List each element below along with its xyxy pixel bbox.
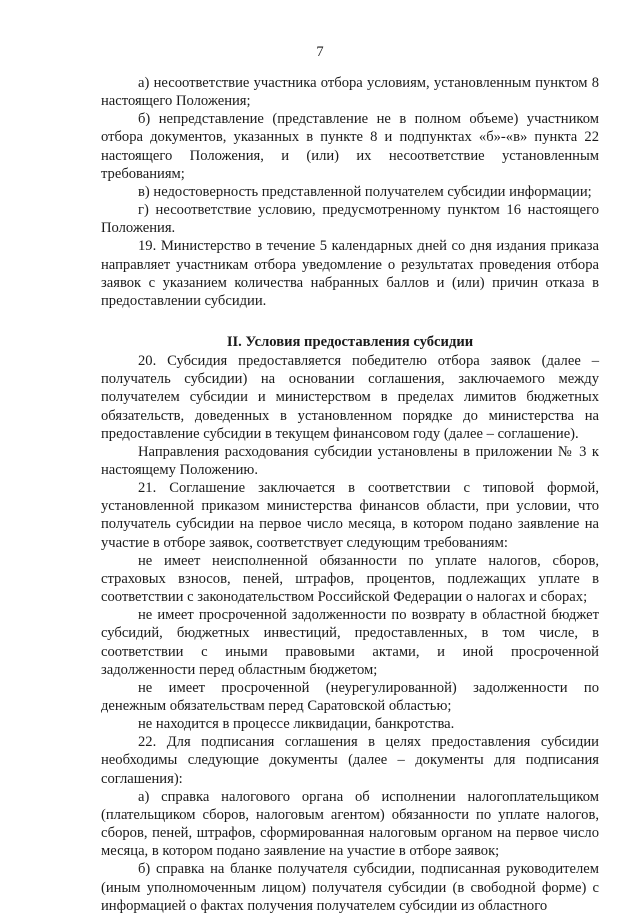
document-body bbox=[101, 74, 599, 915]
paragraph-item-b: б) непредставление (представление не в полном объеме) участником отбора документов, указанных в пункте 8 и подпунктах «б»-«в» пункта 22 настоящего Положения, и (или) их несоответствие установленным требованиям; bbox=[101, 111, 599, 182]
requirement-no-liquidation: не находится в процессе ликвидации, банкротства. bbox=[138, 716, 455, 733]
paragraph-22-item-b: б) справка на бланке получателя субсидии, подписанная руководителем (иным уполномоченным лицом) получателя субсидии (в свободной форме) с информацией о фактах получения получателем субсидии из областного bbox=[101, 861, 599, 914]
section-heading: II. Условия предоставления субсидии bbox=[226, 334, 474, 351]
paragraph-21: 21. Соглашение заключается в соответствии с типовой формой, установленной приказом министерства финансов области, при условии, что получатель субсидии на первое число месяца, в котором подано заявление на участие в отборе заявок, соответствует следующим требованиям: bbox=[101, 480, 599, 551]
requirement-region-obligations: не имеет просроченной (неурегулированной) задолженности по денежным обязательствам перед Саратовской областью; bbox=[101, 679, 599, 714]
paragraph-item-g: г) несоответствие условию, предусмотренному пунктом 16 настоящего Положения. bbox=[101, 202, 599, 237]
requirement-budget-debt: не имеет просроченной задолженности по возврату в областной бюджет субсидий, бюджетных инвестиций, предоставленных, в том числе, в соответствии с иными правовыми актами, и иной просроченной задолженности перед областным бюджетом; bbox=[101, 607, 599, 678]
page-number: 7 bbox=[316, 44, 324, 60]
paragraph-item-a: а) несоответствие участника отбора условиям, установленным пунктом 8 настоящего Положения; bbox=[101, 75, 599, 110]
paragraph-22-item-a: а) справка налогового органа об исполнении налогоплательщиком (плательщиком сборов, налоговым агентом) обязанности по уплате налогов, сборов, пеней, штрафов, сформированная налоговым органом на первое число месяца, в котором подано заявление на участие в отборе заявок; bbox=[101, 788, 599, 860]
paragraph-22: 22. Для подписания соглашения в целях предоставления субсидии необходимы следующие документы (далее – документы для подписания соглашения): bbox=[101, 734, 599, 787]
requirement-taxes: не имеет неисполненной обязанности по уплате налогов, сборов, страховых взносов, пеней, штрафов, процентов, подлежащих уплате в соответствии с законодательством Российской Федерации о налогах и сборах; bbox=[101, 552, 599, 606]
paragraph-19: 19. Министерство в течение 5 календарных дней со дня издания приказа направляет участникам отбора уведомление о результатах проведения отбора заявок с указанием количества набранных баллов и (или) причин отказа в предоставлении субсидии. bbox=[101, 238, 599, 309]
paragraph-expense-directions: Направления расходования субсидии установлены в приложении № 3 к настоящему Положению. bbox=[101, 443, 599, 478]
paragraph-20: 20. Субсидия предоставляется победителю отбора заявок (далее – получатель субсидии) на основании соглашения, заключаемого между получателем субсидии и министерством в пределах лимитов бюджетных обязательств, доведенных в установленном порядке до министерства на предоставление субсидии в текущем финансовом году (далее – соглашение). bbox=[101, 353, 599, 442]
paragraph-item-v: в) недостоверность представленной получателем субсидии информации; bbox=[138, 183, 592, 200]
